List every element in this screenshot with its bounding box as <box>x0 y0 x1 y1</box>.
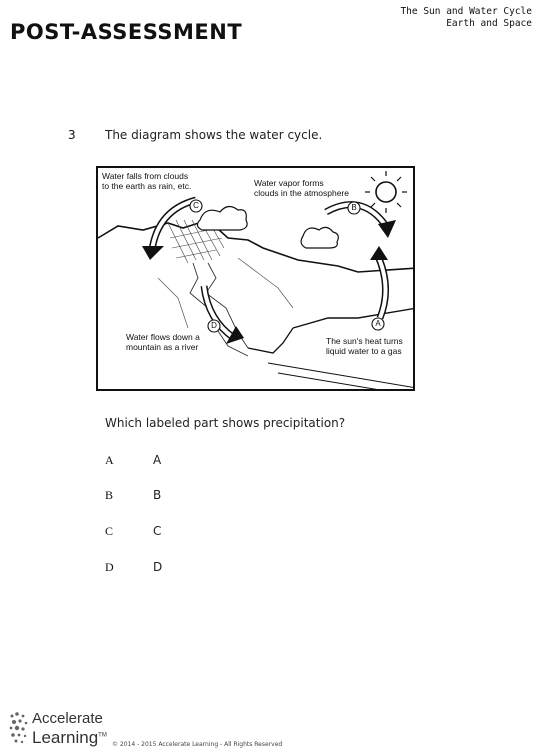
option-a-letter[interactable]: A <box>105 453 114 467</box>
label-river <box>126 332 200 352</box>
label-river-line-2: mountain as a river <box>126 342 199 352</box>
label-sun-line-1: The sun's heat turns <box>326 336 403 346</box>
topic-line-1: The Sun and Water Cycle <box>400 6 532 17</box>
option-a-text[interactable]: A <box>153 453 162 467</box>
label-sun <box>326 336 403 356</box>
option-c-text[interactable]: C <box>153 524 162 538</box>
logo-line-2 <box>32 728 107 748</box>
water-cycle-diagram <box>96 166 415 391</box>
marker-b: B <box>351 203 357 212</box>
label-vapor <box>254 178 349 198</box>
logo-word-learning: Learning <box>32 728 99 747</box>
topic-line-2: Earth and Space <box>446 18 532 29</box>
label-rain <box>102 171 191 191</box>
label-river-line-1: Water flows down a <box>126 332 200 342</box>
option-b-letter[interactable]: B <box>105 488 114 502</box>
trademark-mark: TM <box>98 732 107 739</box>
label-vapor-line-2: clouds in the atmosphere <box>254 188 349 198</box>
accelerate-learning-logo <box>8 710 108 752</box>
water-cycle-illustration <box>98 168 415 391</box>
label-vapor-line-1: Water vapor forms <box>254 178 324 188</box>
copyright-notice: © 2014 - 2015 Accelerate Learning - All Rights Reserved <box>112 741 283 748</box>
question-number: 3 <box>68 128 76 142</box>
option-c-letter[interactable]: C <box>105 524 114 538</box>
label-rain-line-2: to the earth as rain, etc. <box>102 181 192 191</box>
question-text: The diagram shows the water cycle. <box>105 128 323 142</box>
marker-d: D <box>211 321 217 330</box>
marker-c: C <box>193 201 199 210</box>
option-b-text[interactable]: B <box>153 488 162 502</box>
question-prompt: Which labeled part shows precipitation? <box>105 416 346 430</box>
label-rain-line-1: Water falls from clouds <box>102 171 189 181</box>
page-title: POST-ASSESSMENT <box>10 20 243 44</box>
topic-header <box>400 6 532 30</box>
logo-dots-icon <box>8 710 30 750</box>
logo-line-1: Accelerate <box>32 710 103 727</box>
label-sun-line-2: liquid water to a gas <box>326 346 402 356</box>
option-d-letter[interactable]: D <box>105 560 114 574</box>
marker-a: A <box>375 319 381 328</box>
option-d-text[interactable]: D <box>153 560 163 574</box>
